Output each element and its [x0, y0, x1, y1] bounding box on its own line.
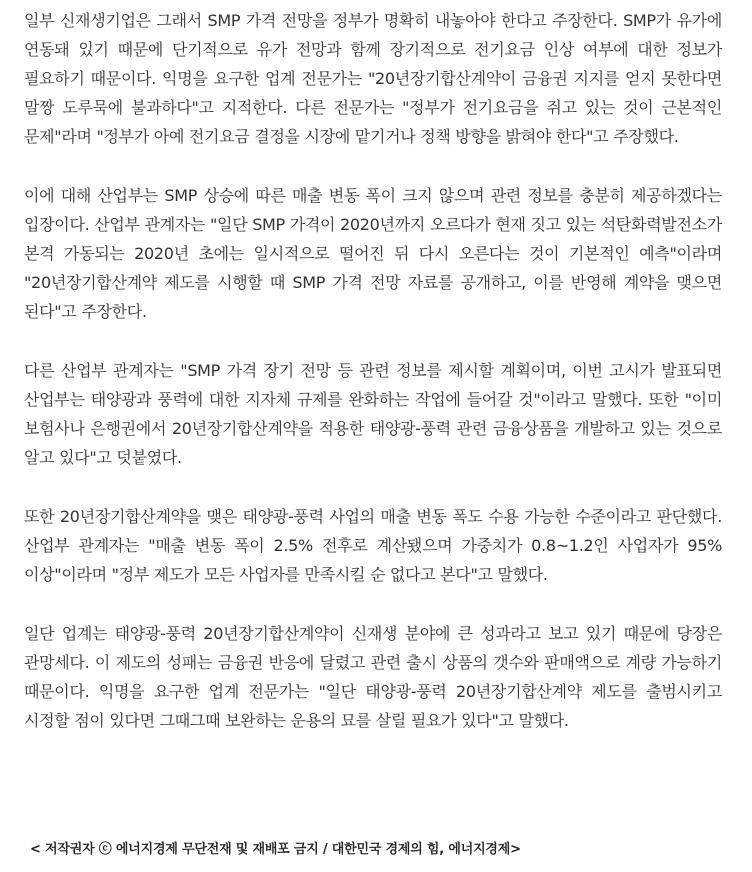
article-paragraph: 다른 산업부 관계자는 "SMP 가격 장기 전망 등 관련 정보를 제시할 계획이며, 이번 고시가 발표되면 산업부는 태양광과 풍력에 대한 지자체 규제를 완화하는 작업에 들어갈 것"이라고 말했다. 또한 "이미 보험사나 은행권에서 20년장기합산계약을 적용한 태양광-풍력 관련 금융상품을 개발하고 있는 것으로 알고 있다"고 덧붙였다.: [24, 361, 722, 467]
article-paragraph: 일단 업계는 태양광-풍력 20년장기합산계약이 신재생 분야에 큰 성과라고 보고 있기 때문에 당장은 관망세다. 이 제도의 성패는 금융권 반응에 달렸고 관련 출시 상품의 갯수와 판매액으로 계량 가능하기 때문이다. 익명을 요구한 업계 전문가는 "일단 태양광-풍력 20년장기합산계약 제도를 출범시키고 시정할 점이 있다면 그때그때 보완하는 운용의 묘를 살릴 필요가 있다"고 말했다.: [24, 624, 722, 730]
article-body: [24, 6, 722, 765]
article-paragraph: 이에 대해 산업부는 SMP 상승에 따른 매출 변동 폭이 크지 않으며 관련 정보를 충분히 제공하겠다는 입장이다. 산업부 관계자는 "일단 SMP 가격이 2020년까지 오르다가 현재 짓고 있는 석탄화력발전소가 본격 가동되는 2020년 초에는 일시적으로 떨어진 뒤 다시 오른다는 것이 기본적인 예측"이라며 "20년장기합산계약 제도를 시행할 때 SMP 가격 전망 자료를 공개하고, 이를 반영해 계약을 맺으면 된다"고 주장한다.: [24, 186, 722, 321]
article-paragraph: 또한 20년장기합산계약을 맺은 태양광-풍력 사업의 매출 변동 폭도 수용 가능한 수준이라고 판단했다. 산업부 관계자는 "매출 변동 폭이 2.5% 전후로 계산됐으며 가중치가 0.8~1.2인 사업자가 95% 이상"이라며 "정부 제도가 모든 사업자를 만족시킬 순 없다고 본다"고 말했다.: [24, 507, 722, 584]
copyright-notice: < 저작권자 ⓒ 에너지경제 무단전재 및 재배포 금지 / 대한민국 경제의 힘, 에너지경제>: [30, 842, 521, 857]
article-paragraph: 일부 신재생기업은 그래서 SMP 가격 전망을 정부가 명확히 내놓아야 한다고 주장한다. SMP가 유가에 연동돼 있기 때문에 단기적으로 유가 전망과 함께 장기적으로 전기요금 인상 여부에 대한 정보가 필요하기 때문이다. 익명을 요구한 업계 전문가는 "20년장기합산계약이 금융권 지지를 얻지 못한다면 말짱 도루묵에 불과하다"고 지적한다. 다른 전문가는 "정부가 전기요금을 쥐고 있는 것이 근본적인 문제"라며 "정부가 아예 전기요금 결정을 시장에 맡기거나 정책 방향을 밝혀야 한다"고 주장했다.: [24, 11, 722, 146]
